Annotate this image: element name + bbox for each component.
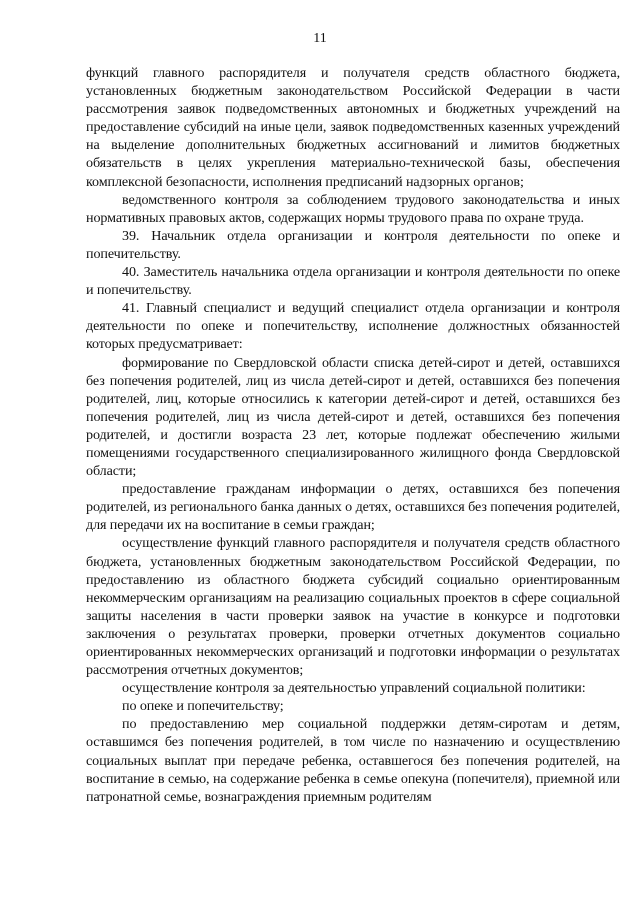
paragraph-9: осуществление контроля за деятельностью управлений социальной политики: [122,680,586,697]
paragraph-2: ведомственного контроля за соблюдением трудового законодательства и иных нормативных правовых актов, содержащих нормы трудового права по охране труда. [86,191,620,226]
paragraph-3: 39. Начальник отдела организации и контроля деятельности по опеке и попечительству. [86,227,620,262]
paragraph-4: 40. Заместитель начальника отдела организации и контроля деятельности по опеке и попечительству. [86,264,620,299]
paragraph-7: предоставление гражданам информации о детях, оставшихся без попечения родителей, из регионального банка данных о детях, оставшихся без попечения родителей, для передачи их на воспитание в семьи граждан; [86,481,620,534]
paragraph-6: формирование по Свердловской области списка детей-сирот и детей, оставшихся без попечения родителей, лиц из числа детей-сирот и детей, оставшихся без попечения родителей, лиц, которые относились к категории детей-сирот и детей, оставшихся без попечения родителей, лиц из числа детей-сирот и детей, оставшихся без попечения родителей, и достигли возраста 23 лет, которые подлежат обеспечению жилыми помещениями государственного специализированного жилищного фонда Свердловской области; [86,354,620,480]
paragraph-8: осуществление функций главного распорядителя и получателя средств областного бюджета, установленных бюджетным законодательством Российской Федерации, по предоставлению из областного бюджета субсидий социально ориентированным некоммерческим организациям на реализацию социальных проектов в сфере социальной защиты населения в части проверки заявок на участие в конкурсе и подготовки заключения о результатах проверки, проверки отчетных документов социально ориентированных некоммерческих организаций и подготовки информации о результатах рассмотрения отчетных документов; [86,535,620,679]
paragraph-10: по опеке и попечительству; [122,698,284,715]
page-number: 11 [313,31,327,46]
paragraph-5: 41. Главный специалист и ведущий специалист отдела организации и контроля деятельности по опеке и попечительству, исполнение должностных обязанностей которых предусматривает: [86,300,620,353]
document-body [86,64,620,806]
paragraph-1: функций главного распорядителя и получателя средств областного бюджета, установленных бюджетным законодательством Российской Федерации в части рассмотрения заявок подведомственных автономных и бюджетных учреждений на предоставление субсидий на иные цели, заявок подведомственных казенных учреждений на выделение дополнительных бюджетных ассигнований и лимитов бюджетных обязательств в целях укрепления материально-технической базы, обеспечения комплексной безопасности, исполнения предписаний надзорных органов; [86,65,620,190]
paragraph-11: по предоставлению мер социальной поддержки детям-сиротам и детям, оставшимся без попечения родителей, в том числе по назначению и осуществлению социальных выплат при передаче ребенка, оставшегося без попечения родителей, на воспитание в семью, на содержание ребенка в семье опекуна (попечителя), приемной или патронатной семье, вознаграждения приемным родителям [86,716,620,805]
